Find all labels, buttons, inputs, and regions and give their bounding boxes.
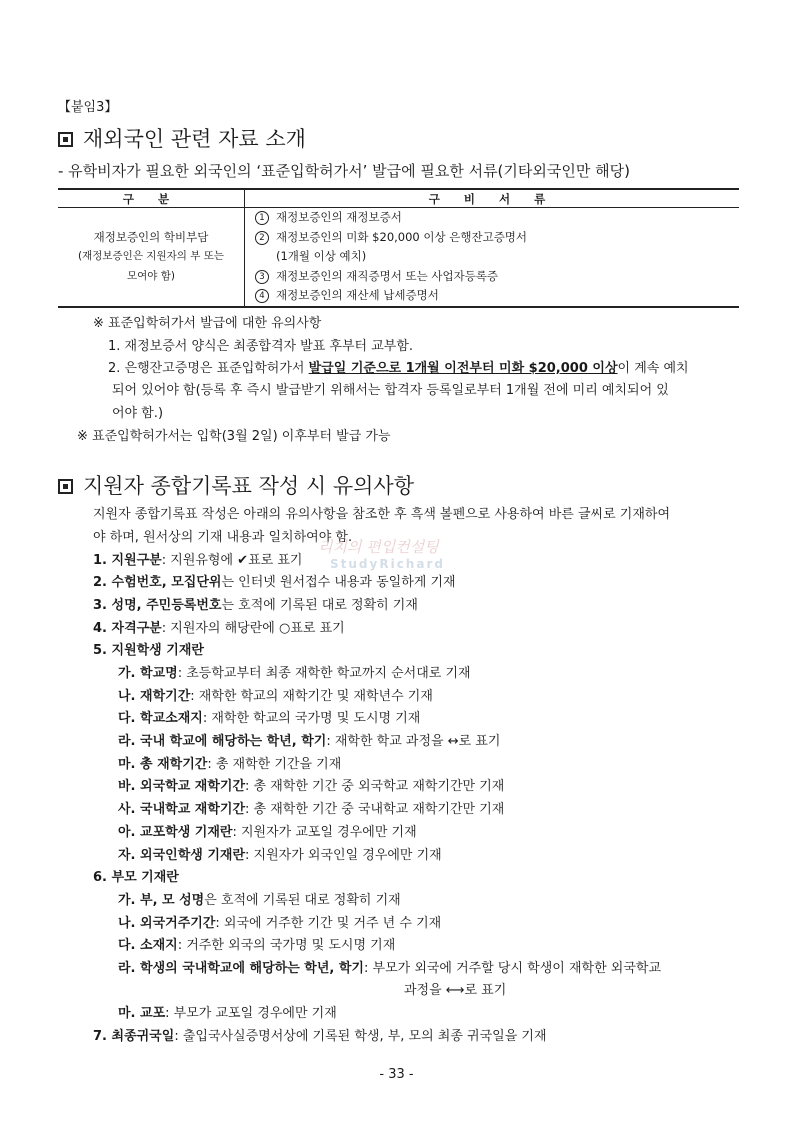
list-item: 5. 지원학생 기재란	[93, 643, 204, 658]
table-header-documents: 구 비 서 류	[245, 189, 740, 208]
circled-number-icon: 2	[255, 231, 269, 245]
note-title: ※ 표준입학허가서 발급에 대한 유의사항	[93, 316, 322, 331]
circled-number-icon: 4	[255, 289, 269, 303]
watermark-logo-sub: StudyRichard	[330, 557, 445, 571]
list-item: 3. 성명, 주민등록번호는 호적에 기록된 대로 정확히 기재	[93, 598, 418, 613]
note-item-2: 2. 은행잔고증명은 표준입학허가서 발급일 기준으로 1개월 이전부터 미화 $20,000 이상이 계속 예치	[108, 361, 689, 376]
intro-line-2: 야 하며, 원서상의 기재 내용과 일치하여야 함.	[93, 530, 353, 545]
list-subitem: 나. 재학기간: 재학한 학교의 재학기간 및 재학년수 기재	[118, 689, 433, 704]
note-item-2-line2: 되어 있어야 함(등록 후 즉시 발급받기 위해서는 합격자 등록일로부터 1개월 전에 미리 예치되어 있	[112, 383, 669, 398]
list-subitem: 다. 학교소재지: 재학한 학교의 국가명 및 도시명 기재	[118, 711, 421, 726]
document-item-continued: (1개월 이상 예치)	[276, 249, 367, 263]
document-item: 2 재정보증인의 미화 $20,000 이상 은행잔고증명서	[255, 228, 739, 248]
list-subitem: 바. 외국학교 재학기간: 총 재학한 기간 중 외국학교 재학기간만 기재	[118, 779, 505, 794]
circled-number-icon: 1	[255, 211, 269, 225]
list-subitem: 마. 교포: 부모가 교포일 경우에만 기재	[118, 1006, 337, 1021]
list-item: 6. 부모 기재란	[93, 870, 179, 885]
list-subitem: 가. 학교명: 초등학교부터 최종 재학한 학교까지 순서대로 기재	[118, 666, 471, 681]
note-item-1: 1. 재정보증서 양식은 최종합격자 발표 후부터 교부함.	[108, 339, 414, 354]
list-subitem: 라. 학생의 국내학교에 해당하는 학년, 학기: 부모가 외국에 거주할 당시 학생이 재학한 외국학교	[118, 961, 662, 976]
document-item: 3 재정보증인의 재직증명서 또는 사업자등록증	[255, 267, 739, 287]
intro-line-1: 지원자 종합기록표 작성은 아래의 유의사항을 참조한 후 흑색 볼펜으로 사용하여 바른 글씨로 기재하여	[93, 507, 671, 522]
list-subitem: 마. 총 재학기간: 총 재학한 기간을 기재	[118, 757, 342, 772]
list-subitem: 다. 소재지: 거주한 외국의 국가명 및 도시명 기재	[118, 938, 396, 953]
page-number: - 33 -	[379, 1067, 414, 1082]
circled-number-icon: 3	[255, 270, 269, 284]
document-item: 1 재정보증인의 재정보증서	[255, 208, 739, 228]
note-item-2-line3: 어야 함.)	[112, 406, 164, 421]
watermark-logo: 리치의 편입컨설팅	[318, 538, 439, 556]
section-title-foreign: 재외국인 관련 자료 소개	[58, 123, 306, 153]
list-subitem: 가. 부, 모 성명은 호적에 기록된 대로 정확히 기재	[118, 893, 401, 908]
list-item: 4. 자격구분: 지원자의 해당란에 ○표로 표기	[93, 621, 345, 636]
list-subitem: 나. 외국거주기간: 외국에 거주한 기간 및 거주 년 수 기재	[118, 916, 442, 931]
list-subitem: 라. 국내 학교에 해당하는 학년, 학기: 재학한 학교 과정을 ↔로 표기	[118, 734, 501, 749]
table-category-cell: 재정보증인의 학비부담 (재정보증인은 지원자의 부 또는 모여야 함)	[58, 208, 245, 307]
section-title-record: 지원자 종합기록표 작성 시 유의사항	[58, 470, 414, 500]
list-item: 1. 지원구분: 지원유형에 ✔표로 표기	[93, 553, 303, 568]
section-subtitle: - 유학비자가 필요한 외국인의 ‘표준입학허가서’ 발급에 필요한 서류(기타외국인만 해당)	[58, 162, 630, 180]
document-item: 4 재정보증인의 재산세 납세증명서	[255, 286, 739, 306]
required-documents-table	[58, 188, 739, 308]
list-subitem: 자. 외국인학생 기재란: 지원자가 외국인일 경우에만 기재	[118, 848, 442, 863]
list-item: 2. 수험번호, 모집단위는 인터넷 원서접수 내용과 동일하게 기재	[93, 575, 456, 590]
table-documents-cell	[245, 208, 740, 307]
square-bullet-icon	[58, 479, 73, 494]
list-item: 7. 최종귀국일: 출입국사실증명서상에 기록된 학생, 부, 모의 최종 귀국일을 기재	[93, 1029, 547, 1044]
list-subitem-continued: 과정을 ⟷로 표기	[404, 983, 507, 998]
table-header-category: 구 분	[58, 189, 245, 208]
appendix-label: 【붙임3】	[58, 100, 118, 115]
list-subitem: 아. 교포학생 기재란: 지원자가 교포일 경우에만 기재	[118, 825, 417, 840]
list-subitem: 사. 국내학교 재학기간: 총 재학한 기간 중 국내학교 재학기간만 기재	[118, 802, 505, 817]
note-last: ※ 표준입학허가서는 입학(3월 2일) 이후부터 발급 가능	[77, 429, 391, 444]
square-bullet-icon	[58, 132, 73, 147]
